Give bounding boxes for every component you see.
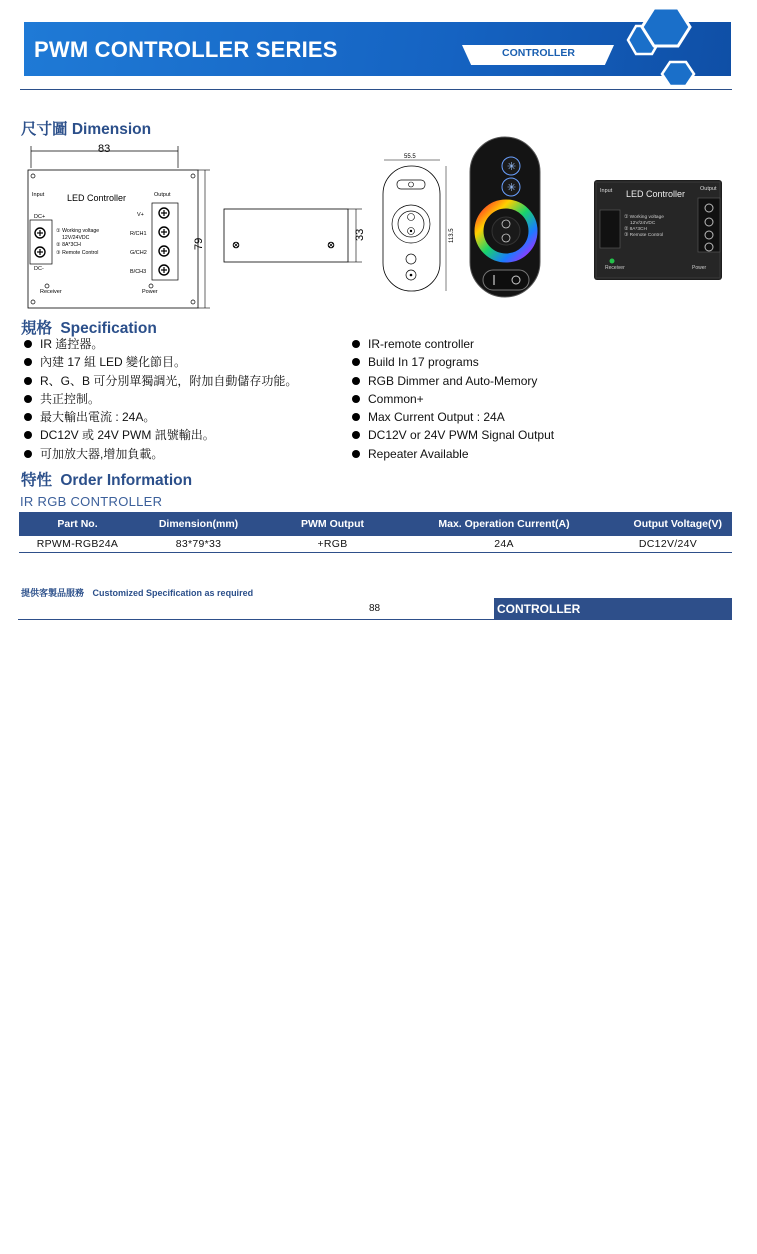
- header-divider: [20, 89, 732, 90]
- svg-text:① Working voltage: ① Working voltage: [624, 215, 664, 220]
- custom-spec-note: 提供客製品服務 Customized Specification as required: [21, 588, 254, 598]
- svg-text:② 8A*3CH: ② 8A*3CH: [56, 242, 81, 248]
- column-header: Output Voltage(V): [604, 512, 732, 536]
- order-heading-en: Order Information: [60, 472, 193, 489]
- remote-width-label: 55.5: [404, 154, 416, 160]
- svg-text:✳: ✳: [507, 181, 517, 194]
- column-header: Dimension(mm): [136, 512, 261, 536]
- bullet-icon: [24, 431, 32, 439]
- page-number: 88: [369, 603, 381, 614]
- table-cell: +RGB: [261, 536, 404, 553]
- bullet-icon: [24, 358, 32, 366]
- table-cell: 24A: [404, 536, 604, 553]
- remote-outline-drawing: [378, 148, 463, 298]
- svg-text:DC-: DC-: [34, 266, 44, 272]
- svg-text:V+: V+: [137, 212, 144, 218]
- spec-list-cn: [21, 335, 297, 463]
- dimension-heading-en: Dimension: [71, 121, 152, 138]
- footer-divider: [18, 619, 732, 620]
- footer-section-label: CONTROLLER: [497, 602, 581, 616]
- list-item: RGB Dimmer and Auto-Memory: [349, 372, 554, 390]
- table-cell: DC12V/24V: [604, 536, 732, 553]
- header-subtitle: CONTROLLER: [502, 47, 575, 59]
- list-item: Repeater Available: [349, 445, 554, 463]
- bullet-icon: [24, 377, 32, 385]
- svg-text:12V/24VDC: 12V/24VDC: [62, 235, 90, 241]
- order-subheading: IR RGB CONTROLLER: [20, 494, 163, 509]
- controller-side-view-drawing: [220, 205, 370, 267]
- table-row: [19, 536, 732, 553]
- remote-height-label: 113.5: [449, 228, 455, 243]
- bullet-icon: [352, 450, 360, 458]
- controller-top-view-drawing: [20, 140, 220, 315]
- list-item: Max Current Output : 24A: [349, 408, 554, 426]
- list-item: IR-remote controller: [349, 335, 554, 353]
- bullet-icon: [352, 340, 360, 348]
- svg-text:R/CH1: R/CH1: [130, 231, 147, 237]
- dimension-heading: [21, 117, 151, 139]
- svg-text:① Working voltage: ① Working voltage: [56, 228, 100, 234]
- led-controller-photo: [592, 178, 726, 282]
- specification-heading-cn: 規格: [21, 320, 53, 337]
- bullet-icon: [352, 395, 360, 403]
- svg-text:LED Controller: LED Controller: [67, 193, 127, 203]
- column-header: PWM Output: [261, 512, 404, 536]
- table-cell: 83*79*33: [136, 536, 261, 553]
- list-item: 內建 17 組 LED 變化節目。: [21, 353, 297, 371]
- svg-text:Power: Power: [692, 265, 707, 271]
- svg-text:Output: Output: [154, 192, 171, 198]
- hexagon-decoration: [610, 0, 700, 92]
- bullet-icon: [24, 340, 32, 348]
- list-item: DC12V 或 24V PWM 訊號輸出。: [21, 426, 297, 444]
- bullet-icon: [352, 377, 360, 385]
- list-item: Build In 17 programs: [349, 353, 554, 371]
- order-heading-cn: 特性: [21, 472, 53, 489]
- order-table: [19, 512, 732, 553]
- thickness-dimension-label: 33: [354, 228, 366, 241]
- list-item: IR 遙控器。: [21, 335, 297, 353]
- svg-text:G/CH2: G/CH2: [130, 250, 147, 256]
- svg-text:Input: Input: [600, 188, 613, 194]
- svg-text:LED Controller: LED Controller: [626, 189, 686, 199]
- svg-text:DC+: DC+: [34, 214, 46, 220]
- height-dimension-label: 79: [193, 237, 205, 250]
- list-item: 可加放大器,增加負載。: [21, 445, 297, 463]
- list-item: Common+: [349, 390, 554, 408]
- svg-text:Receiver: Receiver: [605, 265, 625, 271]
- bullet-icon: [352, 431, 360, 439]
- svg-text:③ Remote Control: ③ Remote Control: [624, 233, 664, 238]
- specification-heading-en: Specification: [60, 320, 157, 337]
- svg-text:③ Remote Control: ③ Remote Control: [56, 250, 99, 256]
- svg-text:② 8A*3CH: ② 8A*3CH: [624, 227, 647, 232]
- list-item: 共正控制。: [21, 390, 297, 408]
- bullet-icon: [24, 450, 32, 458]
- svg-text:B/CH3: B/CH3: [130, 269, 147, 275]
- dimension-heading-cn: 尺寸圖: [21, 121, 68, 138]
- bullet-icon: [352, 358, 360, 366]
- spec-list-en: [349, 335, 554, 463]
- order-heading: [21, 468, 192, 490]
- bullet-icon: [24, 395, 32, 403]
- remote-control-photo: [465, 135, 545, 300]
- table-cell: RPWM-RGB24A: [19, 536, 136, 553]
- page-title: PWM CONTROLLER SERIES: [34, 37, 338, 62]
- column-header: Max. Operation Current(A): [404, 512, 604, 536]
- column-header: Part No.: [19, 512, 136, 536]
- bullet-icon: [24, 413, 32, 421]
- svg-text:✳: ✳: [507, 160, 517, 173]
- svg-text:Output: Output: [700, 186, 717, 192]
- svg-text:12V/24VDC: 12V/24VDC: [630, 221, 656, 226]
- bullet-icon: [352, 413, 360, 421]
- svg-text:Receiver: Receiver: [40, 289, 62, 295]
- svg-text:Input: Input: [32, 192, 45, 198]
- svg-text:Power: Power: [142, 289, 158, 295]
- width-dimension-label: 83: [98, 143, 111, 155]
- list-item: DC12V or 24V PWM Signal Output: [349, 426, 554, 444]
- table-header-row: [19, 512, 732, 536]
- list-item: 最大輸出電流 : 24A。: [21, 408, 297, 426]
- list-item: R、G、B 可分別單獨調光，附加自動儲存功能。: [21, 372, 297, 390]
